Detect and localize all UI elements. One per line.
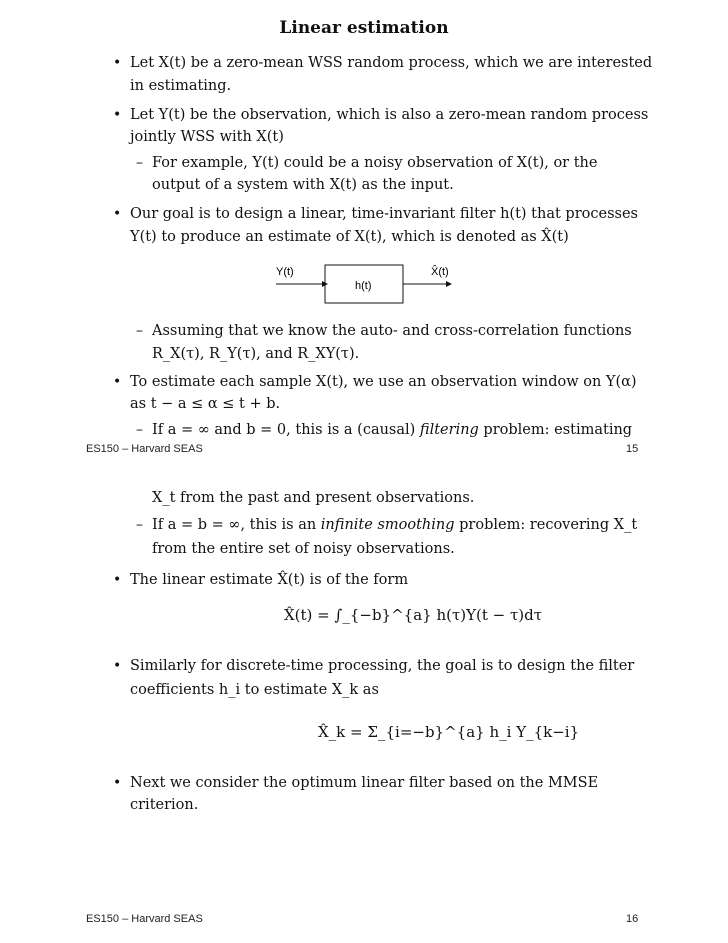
- diagram-input-label: Y(t): [276, 266, 294, 278]
- bullet-5-line-1: The linear estimate X̂(t) is of the form: [130, 572, 409, 588]
- bullet-6-line-1: Similarly for discrete-time processing, the goal is to design the filter: [130, 658, 635, 674]
- sub-1-line-2: output of a system with X(t) as the input.: [152, 177, 454, 193]
- page-title: Linear estimation: [279, 18, 449, 38]
- bullet-dot: •: [113, 658, 122, 674]
- bullet-1-line-1: Let X(t) be a zero-mean WSS random process, which we are interested: [130, 55, 653, 71]
- sub-3-text-b: problem: estimating: [478, 422, 633, 438]
- bullet-4-line-1: To estimate each sample X(t), we use an observation window on Y(α): [130, 374, 637, 390]
- sub-dash: –: [136, 517, 143, 533]
- bullet-7-line-2: criterion.: [130, 797, 199, 813]
- footer-page-number: 16: [626, 913, 639, 925]
- equation-discrete: X̂_k = Σ_{i=−b}^{a} h_i Y_{k−i}: [318, 723, 580, 741]
- sub-3-line-1: [152, 422, 632, 438]
- bullet-3-line-2: Y(t) to produce an estimate of X(t), which is denoted as X̂(t): [130, 229, 569, 245]
- smoothing-emphasis: infinite smoothing: [320, 517, 455, 533]
- sub-dash: –: [136, 155, 143, 171]
- bullet-6-line-2: coefficients h_i to estimate X_k as: [130, 682, 379, 698]
- bullet-dot: •: [113, 374, 122, 390]
- sub-2-line-2: R_X(τ), R_Y(τ), and R_XY(τ).: [152, 346, 360, 362]
- bullet-3-line-1: Our goal is to design a linear, time-invariant filter h(t) that processes: [130, 206, 638, 222]
- footer-left: ES150 – Harvard SEAS: [86, 913, 203, 925]
- footer-left: ES150 – Harvard SEAS: [86, 443, 203, 455]
- bullet-dot: •: [113, 55, 122, 71]
- sub-3-text-a: If a = ∞ and b = 0, this is a (causal): [152, 422, 420, 438]
- bullet-1-line-2: in estimating.: [130, 78, 232, 94]
- diagram-block-label: h(t): [355, 280, 372, 292]
- sub-dash: –: [136, 422, 143, 438]
- output-arrowhead: [446, 281, 452, 287]
- bullet-dot: •: [113, 206, 122, 222]
- sub-4-text-a: If a = b = ∞, this is an: [152, 517, 321, 533]
- sub-4-line-1: [152, 517, 637, 533]
- footer-page-number: 15: [626, 443, 639, 455]
- bullet-dot: •: [113, 107, 122, 123]
- bullet-2-line-1: Let Y(t) be the observation, which is also a zero-mean random process: [130, 107, 649, 123]
- filtering-emphasis: filtering: [419, 422, 479, 438]
- bullet-dot: •: [113, 572, 122, 588]
- sub-4-text-b: problem: recovering X_t: [454, 517, 638, 533]
- sub-4-line-2: from the entire set of noisy observations.: [152, 541, 455, 557]
- sub-1-line-1: For example, Y(t) could be a noisy observation of X(t), or the: [152, 155, 598, 171]
- filter-block-diagram: [270, 260, 470, 310]
- bullet-dot: •: [113, 775, 122, 791]
- bullet-4-line-2: as t − a ≤ α ≤ t + b.: [130, 396, 281, 412]
- bullet-2-line-2: jointly WSS with X(t): [130, 129, 284, 145]
- equation-continuous: X̂(t) = ∫_{−b}^{a} h(τ)Y(t − τ)dτ: [284, 606, 543, 624]
- sub-dash: –: [136, 323, 143, 339]
- diagram-output-label: X̂(t): [431, 266, 449, 278]
- bullet-7-line-1: Next we consider the optimum linear filter based on the MMSE: [130, 775, 599, 791]
- sub-3-line-2: X_t from the past and present observations.: [152, 490, 475, 506]
- sub-2-line-1: Assuming that we know the auto- and cross-correlation functions: [152, 323, 632, 339]
